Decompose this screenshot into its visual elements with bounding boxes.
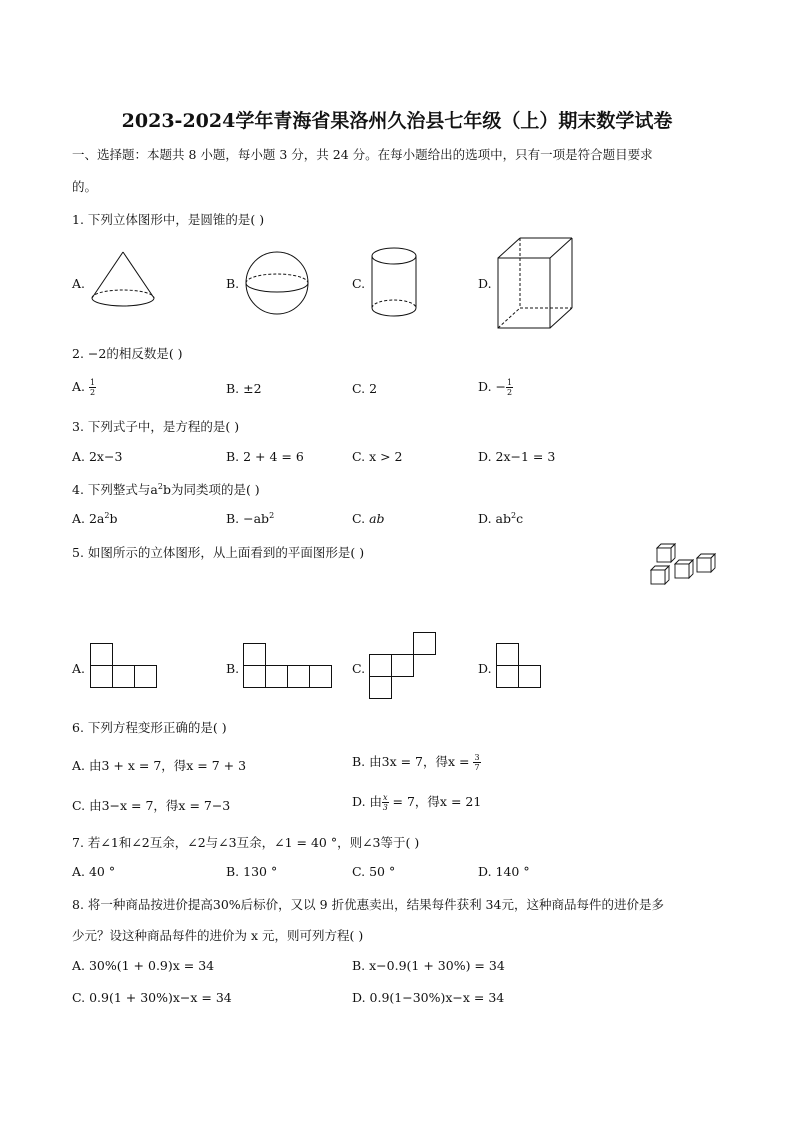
- q2-option-d-fraction: [506, 378, 513, 397]
- q4-b-exponent: 2: [269, 511, 275, 520]
- q7-option-a: A. 40 °: [72, 864, 116, 879]
- q5-option-a-label: A.: [72, 661, 86, 676]
- question-8-stem-line2: 少元？设这种商品每件的进价为 x 元，则可列方程( ): [72, 928, 364, 943]
- q3-option-d: D. 2x−1 = 3: [478, 449, 556, 464]
- q4-a-pre: A. 2a: [72, 511, 105, 527]
- q8-option-b: B. x−0.9(1 + 30%) = 34: [352, 958, 505, 973]
- q6-b-text: B. 由3x = 7，得x =: [352, 754, 474, 769]
- q8-option-d: D. 0.9(1−30%)x−x = 34: [352, 990, 505, 1005]
- q4-b-pre: B. −ab: [226, 511, 270, 527]
- q7-option-b: B. 130 °: [226, 864, 278, 879]
- question-5-stem: 5. 如图所示的立体图形，从上面看到的平面图形是( ): [72, 545, 365, 560]
- q6-d-post: = 7，得x = 21: [388, 794, 482, 809]
- q2-option-d-label: D. −: [478, 379, 506, 394]
- q4-option-d: [478, 511, 523, 526]
- q5-option-b-label: B.: [226, 661, 240, 676]
- q6-option-b: [352, 752, 481, 772]
- q2-option-d: [478, 378, 513, 397]
- q8-option-c: C. 0.9(1 + 30%)x−x = 34: [72, 990, 232, 1005]
- q1-option-a-label: A.: [72, 276, 86, 291]
- cuboid-figure: [496, 236, 576, 332]
- fraction-numerator: 3: [474, 753, 480, 762]
- q4-d-pre: D. ab: [478, 511, 511, 527]
- section-heading-line2: 的。: [72, 179, 98, 194]
- fraction-denominator: 2: [90, 388, 96, 397]
- q4-stem-exponent: 2: [157, 481, 163, 491]
- q7-option-d: D. 140 °: [478, 864, 530, 879]
- question-6-stem: 6. 下列方程变形正确的是( ): [72, 720, 227, 735]
- q1-option-b-label: B.: [226, 276, 240, 291]
- q4-c-expression: ab: [369, 511, 385, 526]
- page-title: 2023-2024学年青海省果洛州久治县七年级（上）期末数学试卷: [121, 110, 673, 132]
- section-heading-line1: 一、选择题：本题共 8 小题，每小题 3 分，共 24 分。在每小题给出的选项中，只有一项是符合题目要求: [72, 147, 653, 162]
- q2-option-a-label: A.: [72, 379, 86, 394]
- q2-option-a: [72, 378, 96, 397]
- q4-d-post: c: [516, 511, 524, 527]
- q1-option-d-label: D.: [478, 276, 492, 291]
- q8-option-a: A. 30%(1 + 0.9)x = 34: [72, 958, 215, 973]
- stacked-cubes-figure: [647, 540, 723, 592]
- fraction-numerator: 1: [90, 378, 96, 387]
- q2-option-b: B. ±2: [226, 381, 262, 396]
- q5-option-c-label: C.: [352, 661, 366, 676]
- q6-option-c: C. 由3−x = 7，得x = 7−3: [72, 798, 231, 813]
- q4-d-exponent: 2: [510, 511, 517, 520]
- fraction-denominator: 2: [507, 388, 513, 397]
- question-1-stem: 1. 下列立体图形中，是圆锥的是( ): [72, 212, 265, 227]
- q4-a-post: b: [109, 511, 118, 527]
- fraction-denominator: 3: [382, 803, 388, 812]
- q5-option-d-label: D.: [478, 661, 492, 676]
- question-2-stem: 2. −2的相反数是( ): [72, 346, 183, 361]
- q2-option-a-fraction: [89, 378, 96, 397]
- q5-option-d-grid: [496, 643, 544, 691]
- question-7-stem: 7. 若∠1和∠2互余，∠2与∠3互余，∠1 = 40 °，则∠3等于( ): [72, 835, 420, 850]
- q5-option-b-grid: [243, 643, 337, 691]
- q3-option-a: A. 2x−3: [72, 449, 123, 464]
- q6-option-d: [352, 792, 481, 812]
- q3-option-c: C. x > 2: [352, 449, 403, 464]
- q1-option-c-label: C.: [352, 276, 366, 291]
- fraction-denominator: 7: [474, 763, 480, 772]
- q4-c-label: C.: [352, 511, 370, 526]
- q7-option-c: C. 50 °: [352, 864, 396, 879]
- q4-a-exponent: 2: [104, 511, 110, 520]
- q5-option-c-grid: [369, 632, 441, 704]
- q3-option-b: B. 2 + 4 = 6: [226, 449, 304, 464]
- fraction-numerator: 1: [507, 378, 513, 387]
- q5-option-a-grid: [90, 643, 160, 691]
- q4-option-b: [226, 511, 274, 526]
- q2-option-c: C. 2: [352, 381, 378, 396]
- fraction-numerator: x: [383, 793, 388, 802]
- cylinder-figure: [370, 246, 420, 320]
- q4-stem-post: b为同类项的是( ): [162, 482, 260, 497]
- sphere-figure: [244, 250, 312, 316]
- question-8-stem-line1: 8. 将一种商品按进价提高30%后标价，又以 9 折优惠卖出，结果每件获利 34元，这种商品每件的进价是多: [72, 897, 664, 912]
- cone-figure: [88, 248, 158, 314]
- q6-d-pre: D. 由: [352, 794, 383, 809]
- q4-option-c: [352, 511, 385, 526]
- q6-b-fraction: [473, 753, 480, 772]
- question-3-stem: 3. 下列式子中，是方程的是( ): [72, 419, 240, 434]
- q6-option-a: A. 由3 + x = 7，得x = 7 + 3: [72, 758, 247, 773]
- q4-stem-pre: 4. 下列整式与a: [72, 482, 158, 497]
- q4-option-a: [72, 511, 118, 526]
- question-4-stem: [72, 480, 260, 498]
